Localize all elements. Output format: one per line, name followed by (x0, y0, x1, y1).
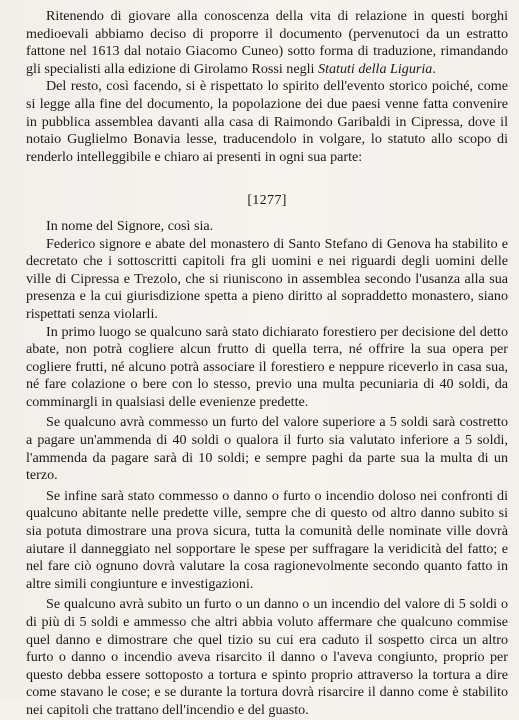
statute-paragraph-3: In primo luogo se qualcuno sarà stato dichiarato forestiero per decisione del detto abate, non potrà cogliere alcun frutto di quella terra, né offrire la sua opera per cogliere frutti, né alcuno potrà associare il forestiero e neppure riceverlo in casa sua, né fare colazione o bere con lo stesso, previo una multa pecuniaria di 40 soldi, da comminargli in qualsiasi delle evenienze predette. (26, 323, 508, 410)
page-content (26, 8, 508, 720)
statute-paragraph-4: Se qualcuno avrà commesso un furto del valore superiore a 5 soldi sarà costretto a pagare un'ammenda di 40 soldi o qualora il furto sia valutato inferiore a 5 soldi, l'ammenda da pagare sarà di 10 soldi; e sempre paghi da parte sua la multa di un terzo. (26, 414, 508, 484)
intro-paragraph-2: Del resto, così facendo, si è rispettato lo spirito dell'evento storico poiché, come si legge alla fine del documento, la popolazione dei due paesi venne fatta convenire in pubblica assemblea davanti alla casa di Raimondo Garibaldi in Cipressa, dove il notaio Guglielmo Bonavia lesse, traducendolo in volgare, lo statuto allo scopo di renderlo intelleggibile e chiaro ai presenti in ogni sua parte: (26, 78, 508, 165)
statuti-title: Statuti della Liguria (318, 60, 433, 77)
document-number: [1277] (247, 192, 287, 209)
statute-paragraph-1: In nome del Signore, così sia. (46, 217, 214, 234)
introduction (26, 8, 508, 166)
statute-text (26, 218, 508, 720)
intro-paragraph-1-text: Ritenendo di giovare alla conoscenza della vita di relazione in questi borghi medioevali abbiamo deciso di proporre il documento (pervenutoci da un estratto fattone nel 1613 dal notaio Giacomo Cuneo) sotto forma di traduzione, rimandando gli specialisti alla edizione di Girolamo Rossi negli (26, 8, 508, 77)
intro-paragraph-1-end: . (432, 60, 436, 77)
statute-paragraph-2: Federico signore e abate del monastero di Santo Stefano di Genova ha stabilito e decretato che i sottoscritti capitoli fra gli uomini e nei riguardi degli uomini delle ville di Cipressa e Trezolo, che si riuniscono in assemblea secondo l'usanza alla sua presenza e la cui giurisdizione spetta a pieno diritto al sopraddetto monastero, siano rispettati senza violarli. (26, 235, 508, 322)
statute-paragraph-5: Se infine sarà stato commesso o danno o furto o incendio doloso nei confronti di qualcuno abitante nelle predette ville, sempre che di questo od altro danno subito si sia potuta dimostrare una prova sicura, tutta la comunità delle nominate ville dovrà aiutare il danneggiato nel sopportare le spese per suffragare la veridicità del fatto; e nel fare ciò ognuno dovrà valutare la cosa ragionevolmente secondo quanto fatto in altre simili congiunture e investigazioni. (26, 487, 508, 592)
intro-paragraph-1 (26, 8, 508, 78)
statute-paragraph-6: Se qualcuno avrà subito un furto o un danno o un incendio del valore di 5 soldi o di più di 5 soldi e ammesso che altri abbia voluto affermare che qualcuno commise quel danno e dimostrare che quel tizio su cui era caduto il sospetto circa un altro furto o danno o incendio aveva risarcito il danno o l'aveva congiunto, proprio per questo debba essere sottoposto a tortura e spinto proprio attraverso la tortura a dire come stavano le cose; e se durante la tortura dovrà risarcire il danno come è stabilito nei capitoli che trattano dell'incendio e del guasto. (26, 596, 508, 718)
